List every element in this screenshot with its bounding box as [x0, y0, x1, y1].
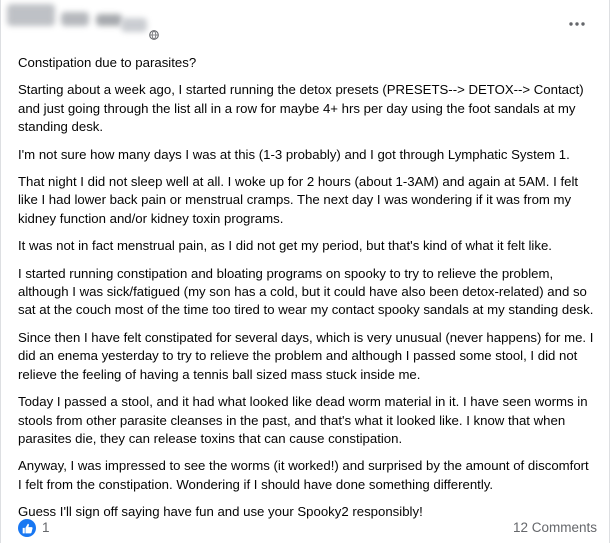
post-title: Constipation due to parasites?	[18, 55, 197, 70]
post-paragraph: That night I did not sleep well at all. I woke up for 2 hours (about 1-3AM) and again at 5AM. I felt like I had lower back pain or menstrual cramps. The next day I was wondering if it was from my kidney function and/or kidney toxin programs.	[18, 174, 579, 226]
post-body	[18, 54, 594, 531]
avatar[interactable]	[7, 4, 55, 26]
post-footer	[1, 512, 610, 543]
post-timestamp[interactable]	[121, 18, 147, 32]
author-name-part	[96, 14, 122, 26]
post-paragraph: I started running constipation and bloating programs on spooky to try to relieve the problem, although I was sick/fatigued (my son has a cold, but it could have also been detox-related) and so sat at the couch most of the time too tired to wear my contact spooky sandals at my standing desk.	[18, 265, 594, 318]
post-paragraph: It was not in fact menstrual pain, as I did not get my period, but that's kind of what it felt like.	[18, 238, 552, 254]
post-paragraph: Starting about a week ago, I started running the detox presets (PRESETS--> DETOX--> Contact) and just going through the list all in a row for maybe 4+ hrs per day using the foot sandals at my standing desk.	[18, 82, 584, 135]
post-paragraph: Anyway, I was impressed to see the worms (it worked!) and surprised by the amount of discomfort I felt from the constipation. Wondering if I should have done something differently.	[18, 458, 589, 492]
post-paragraph: Since then I have felt constipated for several days, which is very unusual (never happens) for me. I did an enema yesterday to try to relieve the problem and although I passed some stool, I did not relieve the feeling of having a tennis ball sized mass stuck inside me.	[18, 329, 594, 382]
comments-count-link[interactable]: 12 Comments	[512, 520, 597, 535]
post-paragraph: Today I passed a stool, and it had what looked like dead worm material in it. I have seen worms in stools from other parasite cleanses in the past, and that's what it looked like. I know that when parasites die, they can release toxins that can cause constipation.	[18, 394, 588, 446]
reaction-count[interactable]: 1	[42, 520, 50, 535]
more-options-button[interactable]	[565, 14, 589, 34]
thumbs-up-icon	[22, 523, 33, 534]
globe-icon	[149, 30, 159, 40]
post-paragraph: I'm not sure how many days I was at this (1-3 probably) and I got through Lymphatic System 1.	[18, 146, 570, 162]
author-name[interactable]	[61, 12, 89, 26]
more-horizontal-icon	[569, 21, 585, 27]
post-paragraph: Guess I'll sign off saying have fun and use your Spooky2 responsibly!	[18, 504, 423, 520]
post-header	[1, 0, 610, 52]
like-icon[interactable]	[18, 519, 36, 537]
